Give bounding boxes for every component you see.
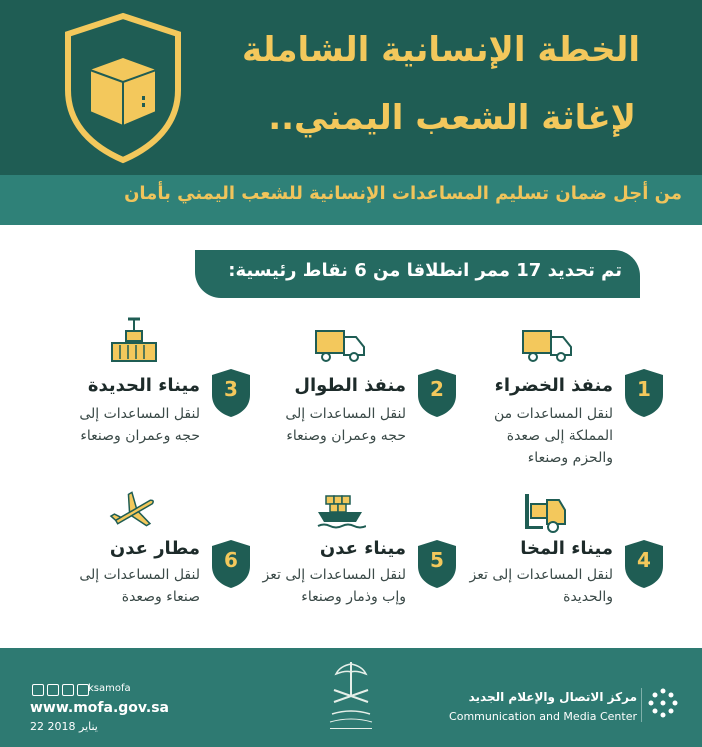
website-link[interactable]: www.mofa.gov.sa <box>30 700 170 716</box>
point-card-5 <box>248 490 458 630</box>
point-card-6 <box>42 490 252 630</box>
point-description: لنقل المساعدات إلى حجه وعمران وصنعاء <box>285 406 406 444</box>
point-title: ميناء الحديدة <box>87 375 200 396</box>
page-title-line2: لإغاثة الشعب اليمني.. <box>268 98 636 138</box>
point-description: لنقل المساعدات إلى صنعاء وصعدة <box>79 567 200 605</box>
social-handle: ksamofa <box>88 683 131 694</box>
twitter-icon[interactable] <box>32 684 44 696</box>
media-center-english: Communication and Media Center <box>449 710 637 723</box>
shield-box-icon <box>58 10 188 165</box>
point-title: ميناء عدن <box>319 538 406 559</box>
cargo-ship-icon <box>314 490 366 532</box>
point-description: لنقل المساعدات إلى تعز وإب وذمار وصنعاء <box>262 567 406 605</box>
point-card-3 <box>42 315 252 455</box>
footer-divider <box>641 688 642 722</box>
facebook-icon[interactable] <box>47 684 59 696</box>
media-center-logo-icon <box>646 686 680 720</box>
airplane-icon <box>108 490 160 534</box>
point-card-1 <box>455 325 665 465</box>
header <box>0 0 702 175</box>
point-title: ميناء المخا <box>520 538 613 559</box>
point-title: مطار عدن <box>109 538 200 559</box>
point-number: 3 <box>224 377 238 401</box>
corridors-text: تم تحديد 17 ممر انطلاقا من 6 نقاط رئيسية: <box>228 260 622 281</box>
publish-date: 22 يناير 2018 <box>30 720 98 733</box>
page-title-line1: الخطة الإنسانية الشاملة <box>241 30 640 70</box>
footer <box>0 648 702 747</box>
ministry-emblem-icon <box>318 656 384 736</box>
point-description: لنقل المساعدات من المملكة إلى صعدة والحزم وصنعاء <box>493 406 613 466</box>
corridors-banner <box>195 250 640 298</box>
point-description: لنقل المساعدات إلى حجه وعمران وصنعاء <box>79 406 200 444</box>
point-title: منفذ الخضراء <box>494 375 613 396</box>
media-center-arabic: مركز الاتصال والإعلام الجديد <box>468 690 637 704</box>
crane-container-icon <box>108 315 160 365</box>
point-card-2 <box>248 325 458 465</box>
truck-icon <box>314 325 366 365</box>
point-number: 2 <box>430 377 444 401</box>
point-description: لنقل المساعدات إلى تعز والحديدة <box>469 567 613 605</box>
point-number: 4 <box>637 548 651 572</box>
social-icons <box>32 684 89 696</box>
point-title: منفذ الطوال <box>294 375 406 396</box>
point-number: 6 <box>224 548 238 572</box>
subtitle-bar <box>0 175 702 225</box>
point-number: 1 <box>637 377 651 401</box>
point-number: 5 <box>430 548 444 572</box>
point-card-4 <box>455 490 665 630</box>
instagram-icon[interactable] <box>62 684 74 696</box>
forklift-icon <box>521 490 573 534</box>
truck-icon <box>521 325 573 365</box>
subtitle: من أجل ضمان تسليم المساعدات الإنسانية للشعب اليمني بأمان <box>124 183 682 204</box>
